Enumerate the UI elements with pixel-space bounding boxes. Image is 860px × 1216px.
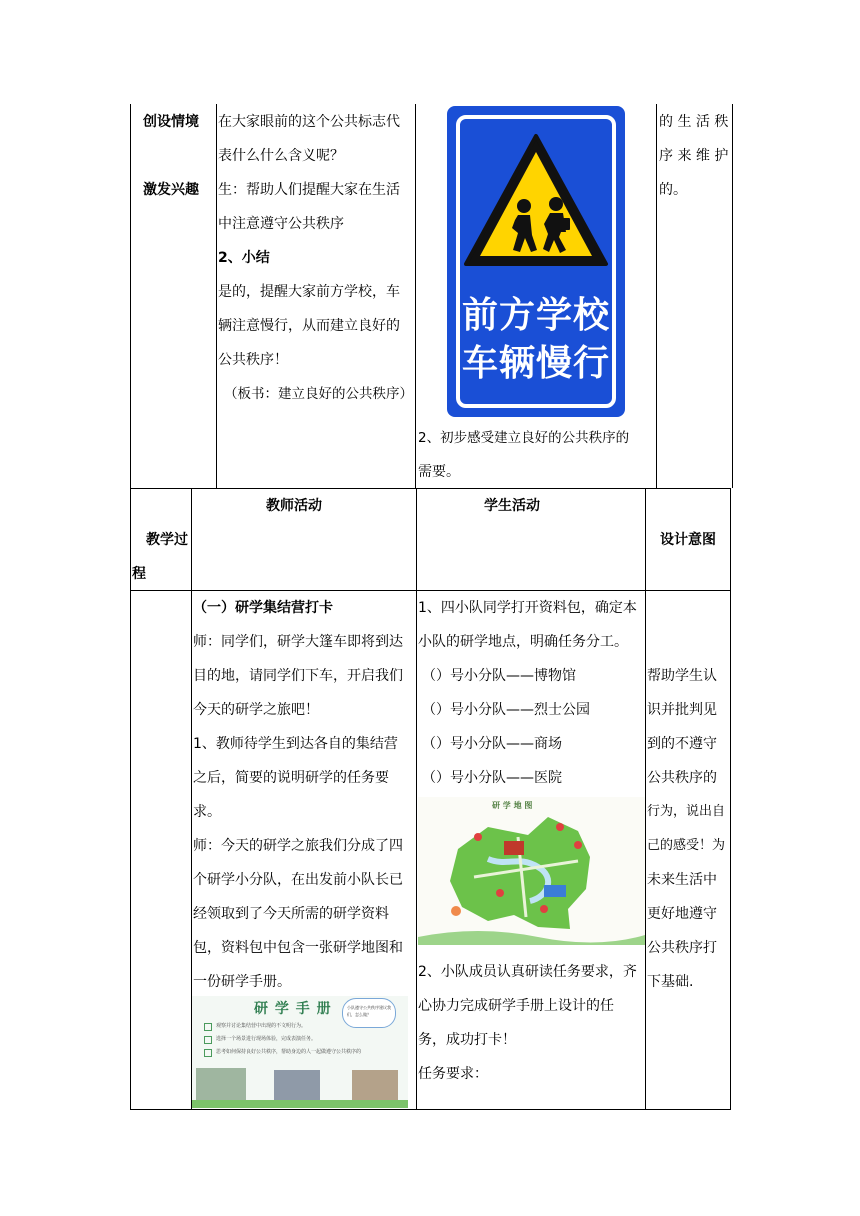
student-text: 小队的研学地点，明确任务分工。 <box>418 634 628 650</box>
student-text: 务，成功打卡！ <box>418 1032 516 1048</box>
teacher-text: 是的，提醒大家前方学校，车 <box>218 284 400 300</box>
student-text: 需要。 <box>418 464 460 480</box>
header-process: 教学过 <box>146 532 188 548</box>
table1-border <box>216 104 217 488</box>
checkbox-icon <box>204 1036 212 1044</box>
table2-border <box>416 488 417 1110</box>
study-handbook-image <box>192 996 408 1108</box>
teacher-text: 目的地，请同学们下车，开启我们 <box>193 668 403 684</box>
header-process: 程 <box>132 566 146 582</box>
table1-border <box>130 104 131 488</box>
teacher-text: 在大家眼前的这个公共标志代 <box>218 114 400 130</box>
checkbox-icon <box>204 1049 212 1057</box>
grass-strip <box>192 1100 408 1108</box>
intent-text: 下基础. <box>647 974 694 990</box>
teacher-text: 包，资料包中包含一张研学地图和 <box>193 940 403 956</box>
handbook-photo <box>274 1070 320 1102</box>
handbook-photo <box>196 1068 246 1104</box>
team-assignment: （）号小分队——医院 <box>422 770 562 786</box>
teacher-text: 师：今天的研学之旅我们分成了四 <box>193 838 403 854</box>
handbook-item: 选择一个场景进行现场体验，完成表演任务。 <box>216 1036 317 1042</box>
teacher-text: 一份研学手册。 <box>193 974 291 990</box>
team-assignment: （）号小分队——烈士公园 <box>422 702 590 718</box>
header-student: 学生活动 <box>484 498 540 514</box>
checkbox-icon <box>204 1023 212 1031</box>
header-intent: 设计意图 <box>660 532 716 548</box>
intent-text: 帮助学生认 <box>647 668 717 684</box>
table2-border <box>130 590 731 591</box>
intent-text: 公共秩序打 <box>647 940 717 956</box>
study-map-image <box>418 797 645 945</box>
table1-border <box>415 104 416 488</box>
intent-text: 的 生 活 秩 <box>659 114 729 130</box>
teacher-text: 公共秩序！ <box>218 352 288 368</box>
teacher-text: 生：帮助人们提醒大家在生活 <box>218 182 400 198</box>
stage-label: 创设情境 <box>143 114 199 130</box>
student-text: 2、小队成员认真研读任务要求，齐 <box>418 964 637 980</box>
teacher-text: 中注意遵守公共秩序 <box>218 216 344 232</box>
stage-label: 激发兴趣 <box>143 182 199 198</box>
teacher-text: 求。 <box>193 804 221 820</box>
intent-text: 更好地遵守 <box>647 906 717 922</box>
intent-text: 识并批判见 <box>647 702 717 718</box>
sign-text-line2: 车辆慢行 <box>461 343 610 384</box>
section-title: （一）研学集结营打卡 <box>193 600 333 616</box>
table2-border <box>645 488 646 1110</box>
table2-border <box>130 488 731 489</box>
student-text: 任务要求： <box>418 1066 488 1082</box>
teacher-text: 之后，简要的说明研学的任务要 <box>193 770 389 786</box>
intent-text: 公共秩序的 <box>647 770 717 786</box>
table2-border <box>130 1109 731 1110</box>
handbook-photo <box>352 1070 398 1102</box>
header-teacher: 教师活动 <box>266 498 322 514</box>
intent-text: 未来生活中 <box>647 872 717 888</box>
handbook-item: 观察并讨论集结营中出现的不文明行为。 <box>216 1023 307 1029</box>
summary-heading: 2、小结 <box>218 250 270 266</box>
teacher-text: 个研学小分队，在出发前小队长已 <box>193 872 403 888</box>
student-text: 心协力完成研学手册上设计的任 <box>418 998 614 1014</box>
intent-text: 的。 <box>659 182 687 198</box>
map-illustration <box>418 797 645 945</box>
intent-text: 行为，说出自 <box>647 804 726 819</box>
school-zone-sign <box>447 106 625 417</box>
handbook-title: 研 学 手 册 <box>254 1001 332 1017</box>
teacher-text: 经领取到了今天所需的研学资料 <box>193 906 389 922</box>
sign-text-line1: 前方学校 <box>461 295 610 336</box>
table2-border <box>730 488 731 1110</box>
student-text: 2、初步感受建立良好的公共秩序的 <box>418 430 630 446</box>
teacher-text: 辆注意慢行，从而建立良好的 <box>218 318 400 334</box>
intent-text: 到的不遵守 <box>647 736 717 752</box>
map-title: 研 学 地 图 <box>492 801 533 810</box>
team-assignment: （）号小分队——商场 <box>422 736 562 752</box>
student-text: 1、四小队同学打开资料包，确定本 <box>418 600 637 616</box>
table1-border <box>732 104 733 488</box>
handbook-bubble: 小队遵守公共秩序建议我们，怎么做？ <box>342 998 396 1028</box>
teacher-text: 师：同学们，研学大篷车即将到达 <box>193 634 403 650</box>
teacher-text: 表什么什么含义呢？ <box>218 148 344 164</box>
teacher-text: （板书：建立良好的公共秩序） <box>224 386 413 402</box>
table1-border <box>656 104 657 488</box>
handbook-item: 思考如何保持良好公共秩序，帮助身边的人一起做遵守公共秩序的 <box>216 1049 362 1055</box>
team-assignment: （）号小分队——博物馆 <box>422 668 576 684</box>
intent-text: 己的感受！为 <box>647 838 726 853</box>
intent-text: 序 来 维 护 <box>659 148 729 164</box>
teacher-text: 1、教师待学生到达各自的集结营 <box>193 736 398 752</box>
teacher-text: 今天的研学之旅吧！ <box>193 702 319 718</box>
table2-border <box>130 488 131 1110</box>
school-children-warning-icon <box>462 132 610 268</box>
